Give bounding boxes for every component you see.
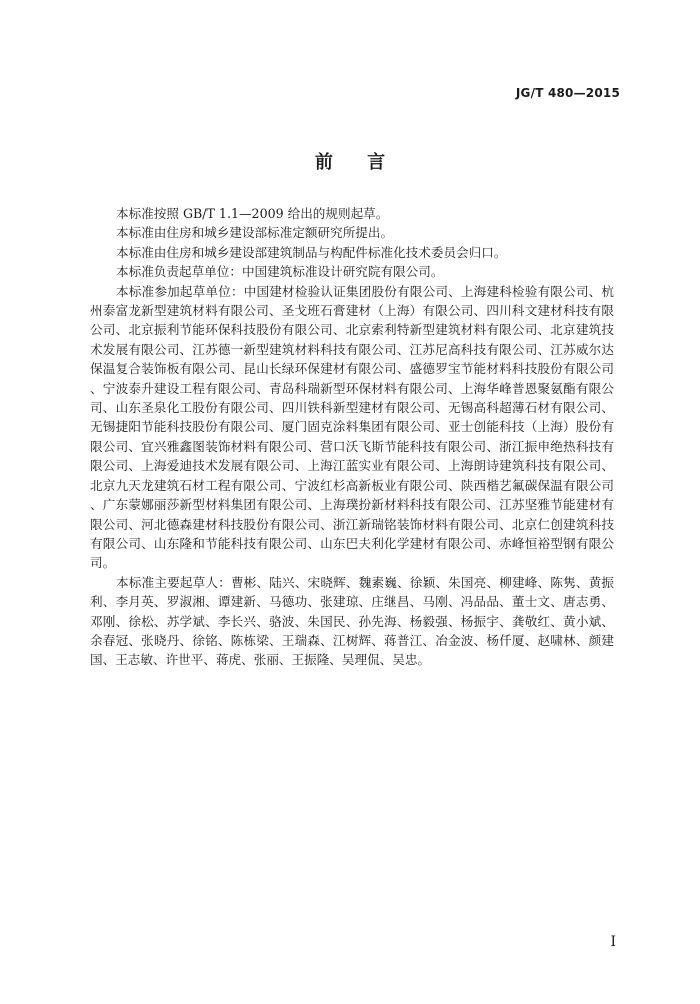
paragraph-main-drafters: 本标准主要起草人：曹彬、陆兴、宋晓辉、魏素巍、徐颖、朱国亮、柳建峰、陈隽、黄振利、李月英、罗淑湘、谭建新、马德功、张建琼、庄继昌、马刚、冯品品、董士文、唐志勇、邓刚、徐松、苏学斌、李长兴、骆波、朱国民、孙先海、杨毅强、杨振宇、龚敬红、黄小斌、余春冠、张晓丹、徐铭、陈栋梁、王瑞森、江树辉、蒋普江、冶金波、杨仟厦、赵啸林、颜建国、王志敏、许世平、蒋虎、张丽、王振隆、吴理侃、吴忠。: [90, 574, 614, 668]
paragraph-drafting-rules: 本标准按照 GB/T 1.1—2009 给出的规则起草。: [116, 206, 389, 221]
paragraph-participating-units: 本标准参加起草单位：中国建材检验认证集团股份有限公司、上海建科检验有限公司、杭州泰富龙新型建筑材料有限公司、圣戈班石膏建材（上海）有限公司、四川科文建材科技有限公司、北京振利节能环保科技股份有限公司、北京索利特新型建筑材料有限公司、北京建筑技术发展有限公司、江苏德一新型建筑材料科技有限公司、江苏尼高科技有限公司、江苏威尔达保温复合装饰板有限公司、昆山长绿环保建材有限公司、盛德罗宝节能材料科技股份有限公司、宁波泰升建设工程有限公司、青岛科瑞新型环保材料有限公司、上海华峰普恩聚氨酯有限公司、山东圣泉化工股份有限公司、四川铁科新型建材有限公司、无锡高科超薄石材有限公司、无锡捷阳节能科技股份有限公司、厦门固克涂料集团有限公司、亚士创能科技（上海）股份有限公司、宜兴雅鑫图装饰材料有限公司、营口沃飞斯节能科技有限公司、浙江振申绝热科技有限公司、上海爱迪技术发展有限公司、上海江蓝实业有限公司、上海朗诗建筑科技有限公司、北京九天龙建筑石材工程有限公司、宁波红杉高新板业有限公司、陕西楷艺氟碳保温有限公司、广东蒙娜丽莎新型材料集团有限公司、上海璞扮新材料科技有限公司、江苏坚雅节能建材有限公司、河北德森建材科技股份有限公司、浙江新瑞铭装饰材料有限公司、北京仁创建筑科技有限公司、山东隆和节能科技有限公司、山东巴夫利化学建材有限公司、赤峰恒裕型钢有限公司。: [90, 283, 614, 571]
paragraph-proposer: 本标准由住房和城乡建设部标准定额研究所提出。: [116, 225, 394, 241]
paragraph-lead-drafter: 本标准负责起草单位：中国建筑标准设计研究院有限公司。: [116, 264, 444, 280]
foreword-body: [90, 204, 614, 670]
page-number: I: [610, 934, 616, 950]
paragraph-centralized-by: 本标准由住房和城乡建设部建筑制品与构配件标准化技术委员会归口。: [116, 244, 507, 260]
page-title: 前 言: [314, 152, 400, 173]
standard-code: JG/T 480—2015: [515, 86, 620, 100]
